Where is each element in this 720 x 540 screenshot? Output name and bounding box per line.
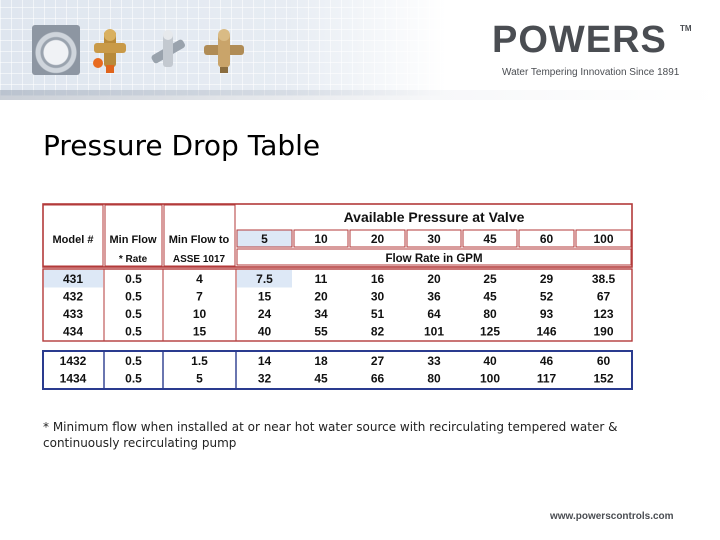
table-cell: 52 — [539, 289, 554, 304]
table-cell: 34 — [314, 307, 328, 321]
table-cell: 1434 — [59, 371, 87, 386]
table-cell: 82 — [370, 324, 385, 339]
table-cell: 60 — [596, 354, 611, 368]
table-cell: 123 — [593, 307, 614, 321]
min-flow-subheader: * Rate — [118, 254, 148, 265]
table-cell: 125 — [479, 324, 501, 339]
table-cell: 7.5 — [256, 272, 273, 286]
table-cell: 431 — [62, 272, 84, 286]
table-cell: 0.5 — [125, 289, 142, 304]
table-cell: 101 — [423, 324, 445, 339]
table-cell: 434 — [62, 324, 84, 339]
pressure-header-label: 45 — [483, 232, 497, 246]
table-cell: 67 — [596, 289, 611, 304]
pressure-header-label: 30 — [427, 232, 441, 246]
table-cell: 46 — [539, 354, 554, 368]
header-shadow — [0, 90, 720, 100]
table-cell: 10 — [192, 307, 207, 321]
table-cell: 15 — [257, 289, 272, 304]
table-cell: 93 — [539, 307, 554, 321]
table-cell: 0.5 — [125, 354, 142, 368]
pressure-header-label: 20 — [370, 232, 385, 246]
table-cell: 38.5 — [591, 272, 616, 286]
pressure-header-label: 60 — [539, 232, 554, 246]
table-cell: 7 — [196, 289, 203, 304]
table-cell: 40 — [257, 324, 272, 339]
table-cell: 433 — [62, 307, 84, 321]
table-cell: 14 — [257, 354, 272, 368]
table-cell: 45 — [483, 289, 497, 304]
pressure-header-label: 10 — [314, 232, 328, 246]
pressure-group-title: Available Pressure at Valve — [343, 209, 525, 225]
table-cell: 0.5 — [125, 371, 142, 386]
table-cell: 1432 — [59, 354, 87, 368]
page-title: Pressure Drop Table — [43, 129, 321, 162]
table-cell: 66 — [370, 371, 385, 386]
brand-logo: POWERS — [492, 19, 667, 61]
table-cell: 0.5 — [125, 324, 142, 339]
table-cell: 11 — [314, 272, 328, 286]
table-cell: 64 — [427, 307, 441, 321]
table-cell: 432 — [62, 289, 84, 304]
flow-rate-label: Flow Rate in GPM — [385, 253, 483, 265]
shower-valve-icon — [32, 25, 80, 75]
table-cell: 40 — [483, 354, 497, 368]
table-cell: 55 — [314, 324, 328, 339]
table-cell: 100 — [479, 371, 501, 386]
table-cell: 80 — [427, 371, 441, 386]
table-cell: 32 — [257, 371, 272, 386]
table-cell: 30 — [370, 289, 385, 304]
table-cell: 146 — [536, 324, 557, 339]
table-cell: 0.5 — [125, 307, 142, 321]
min-flow-header: Min Flow — [109, 234, 157, 246]
footnote: * Minimum flow when installed at or near hot water source with recirculating tempered water & continuously recirculating pump — [43, 420, 618, 450]
tagline: Water Tempering Innovation Since 1891 — [502, 67, 680, 78]
website-url: www.powerscontrols.com — [550, 511, 674, 522]
table-cell: 20 — [314, 289, 328, 304]
pressure-header-label: 100 — [593, 232, 614, 246]
table-cell: 152 — [593, 371, 614, 386]
table-cell: 5 — [196, 371, 203, 386]
table-cell: 190 — [593, 324, 614, 339]
table-cell: 24 — [257, 307, 272, 321]
table-cell: 4 — [196, 272, 203, 286]
table-cell: 1.5 — [191, 354, 208, 368]
table-cell: 0.5 — [125, 272, 142, 286]
table-cell: 117 — [536, 371, 557, 386]
table-cell: 20 — [427, 272, 441, 286]
table-cell: 18 — [314, 354, 328, 368]
pressure-drop-table — [42, 203, 634, 391]
table-cell: 27 — [370, 354, 385, 368]
table-cell: 29 — [539, 272, 554, 286]
table-cell: 51 — [370, 307, 385, 321]
table-cell: 16 — [370, 272, 385, 286]
table-cell: 33 — [427, 354, 441, 368]
table-cell: 80 — [483, 307, 497, 321]
mixing-valve-icon — [200, 25, 248, 75]
brass-valve-assembly-icon — [86, 25, 134, 75]
min-flow-to-subheader: ASSE 1017 — [172, 254, 226, 265]
min-flow-to-header: Min Flow to — [168, 234, 230, 246]
chrome-valve-icon — [144, 25, 192, 75]
pressure-header-label: 5 — [261, 232, 268, 246]
trademark-mark: TM — [680, 24, 692, 33]
table-cell: 25 — [483, 272, 497, 286]
table-cell: 15 — [192, 324, 207, 339]
table-cell: 36 — [427, 289, 441, 304]
model-header: Model # — [52, 234, 94, 246]
table-cell: 45 — [314, 371, 328, 386]
